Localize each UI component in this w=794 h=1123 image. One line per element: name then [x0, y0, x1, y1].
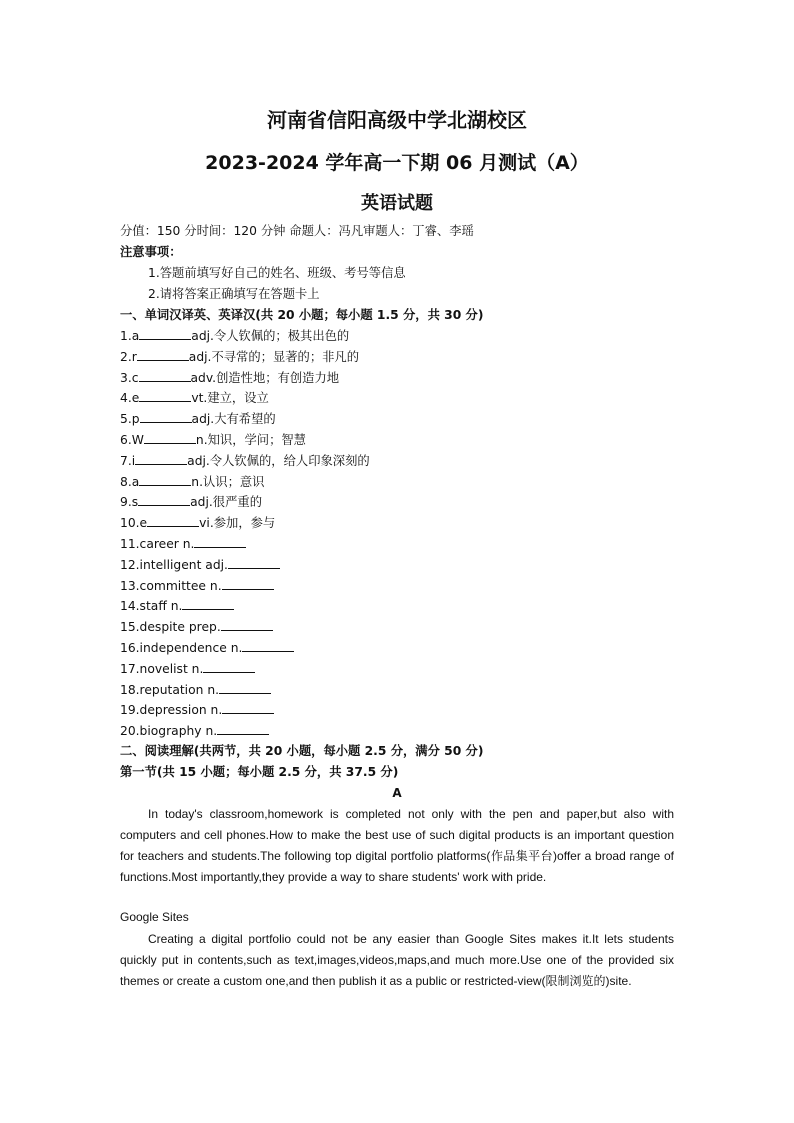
vocab-prompt: 3.c [120, 370, 139, 385]
vocab-meaning: adj.令人钦佩的；极其出色的 [191, 329, 350, 343]
vocab-item [120, 328, 349, 344]
vocab-prompt: 9.s [120, 495, 139, 510]
vocab-meaning: adj.很严重的 [190, 495, 262, 510]
vocab-prompt: 2.r [120, 349, 137, 364]
vocab-item [120, 682, 271, 698]
vocab-item [120, 390, 269, 406]
vocab-meaning: adj.大有希望的 [191, 412, 276, 427]
vocab-prompt: 8.a [120, 474, 140, 489]
paragraph-text: In today's classroom,homework is completed not only with the pen and paper,but also with computers and cell phones.How to make the best use of such digital products is an important question for teachers and students.The following top digital portfolio platforms(作品集平台)offer a broad range of functions.Most importantly,they provide a way to share students' work with pride. [120, 807, 674, 884]
vocab-prompt: 19.depression n. [120, 703, 223, 718]
vocab-item [120, 702, 274, 718]
part2-title: 二、阅读理解(共两节，共 20 小题，每小题 2.5 分，满分 50 分) [120, 744, 484, 758]
note-item: 1.答题前填写好自己的姓名、班级、考号等信息 [148, 266, 406, 280]
answer-blank[interactable] [140, 411, 192, 423]
vocab-prompt: 12.intelligent adj. [120, 557, 228, 572]
vocab-prompt: 13.committee n. [120, 578, 222, 593]
answer-blank[interactable] [182, 598, 234, 610]
vocab-item [120, 661, 255, 677]
vocab-item [120, 494, 262, 510]
vocab-prompt: 17.novelist n. [120, 661, 204, 676]
vocab-prompt: 14.staff n. [120, 599, 183, 614]
notes-label: 注意事项： [120, 245, 182, 259]
vocab-meaning: n.知识，学问；智慧 [195, 433, 306, 447]
vocab-meaning: n.认识；意识 [191, 474, 265, 489]
vocab-prompt: 11.career n. [120, 537, 195, 551]
passage-paragraph [120, 804, 674, 888]
vocab-meaning: adj.不寻常的；显著的；非凡的 [188, 349, 360, 364]
passage-label: A [392, 786, 402, 800]
vocab-meaning: adv.创造性地；有创造力地 [190, 370, 340, 385]
vocab-prompt: 18.reputation n. [120, 682, 220, 697]
vocab-prompt: 20.biography n. [120, 724, 218, 739]
part1-title: 一、单词汉译英、英译汉(共 20 小题；每小题 1.5 分，共 30 分) [120, 308, 484, 322]
vocab-meaning: vi.参加，参与 [199, 516, 276, 531]
vocab-item [120, 723, 269, 739]
vocab-item [120, 432, 306, 448]
vocab-prompt: 15.despite prep. [120, 620, 221, 635]
exam-title: 2023-2024 学年高一下期 06 月测试（A） [205, 152, 589, 174]
vocab-item [120, 536, 246, 552]
answer-blank[interactable] [242, 640, 294, 652]
section1-title: 第一节(共 15 小题；每小题 2.5 分，共 37.5 分) [120, 765, 399, 779]
vocab-prompt: 10.e [120, 516, 148, 531]
answer-blank[interactable] [138, 494, 190, 506]
school-title: 河南省信阳高级中学北湖校区 [267, 108, 527, 132]
vocab-item [120, 411, 276, 427]
vocab-item [120, 619, 273, 635]
vocab-item [120, 557, 280, 573]
vocab-prompt: 5.p [120, 412, 140, 427]
answer-blank[interactable] [135, 453, 187, 465]
vocab-prompt: 6.W [120, 433, 144, 447]
answer-blank[interactable] [222, 702, 274, 714]
answer-blank[interactable] [203, 661, 255, 673]
answer-blank[interactable] [139, 328, 191, 340]
answer-blank[interactable] [147, 515, 199, 527]
vocab-prompt: 4.e [120, 391, 140, 406]
vocab-item [120, 515, 275, 531]
answer-blank[interactable] [217, 723, 269, 735]
answer-blank[interactable] [137, 349, 189, 361]
answer-blank[interactable] [222, 578, 274, 590]
note-item: 2.请将答案正确填写在答题卡上 [148, 287, 320, 301]
passage-subheading: Google Sites [120, 910, 189, 924]
vocab-item [120, 370, 339, 386]
subject-title: 英语试题 [361, 193, 433, 214]
vocab-item [120, 453, 370, 469]
answer-blank[interactable] [221, 619, 273, 631]
vocab-meaning: vt.建立，设立 [191, 391, 269, 406]
vocab-item [120, 598, 234, 614]
vocab-prompt: 7.i [120, 453, 136, 468]
vocab-prompt: 16.independence n. [120, 641, 243, 655]
answer-blank[interactable] [228, 557, 280, 569]
vocab-item [120, 349, 359, 365]
answer-blank[interactable] [139, 474, 191, 486]
answer-blank[interactable] [194, 536, 246, 548]
paragraph-text: Creating a digital portfolio could not be any easier than Google Sites makes it.It lets students quickly put in contents,such as text,images,videos,maps,and much more.Use one of the provided six themes or create a custom one,and then publish it as a public or restricted-view(限制浏览的)site. [120, 932, 674, 988]
vocab-item [120, 578, 274, 594]
exam-meta: 分值：150 分时间：120 分钟 命题人：冯凡审题人：丁睿、李瑶 [120, 224, 474, 238]
passage-paragraph [120, 929, 674, 992]
answer-blank[interactable] [219, 682, 271, 694]
answer-blank[interactable] [139, 370, 191, 382]
vocab-item [120, 474, 264, 490]
answer-blank[interactable] [144, 432, 196, 444]
vocab-item [120, 640, 294, 656]
vocab-prompt: 1.a [120, 329, 140, 343]
vocab-meaning: adj.令人钦佩的，给人印象深刻的 [187, 453, 370, 468]
answer-blank[interactable] [139, 390, 191, 402]
